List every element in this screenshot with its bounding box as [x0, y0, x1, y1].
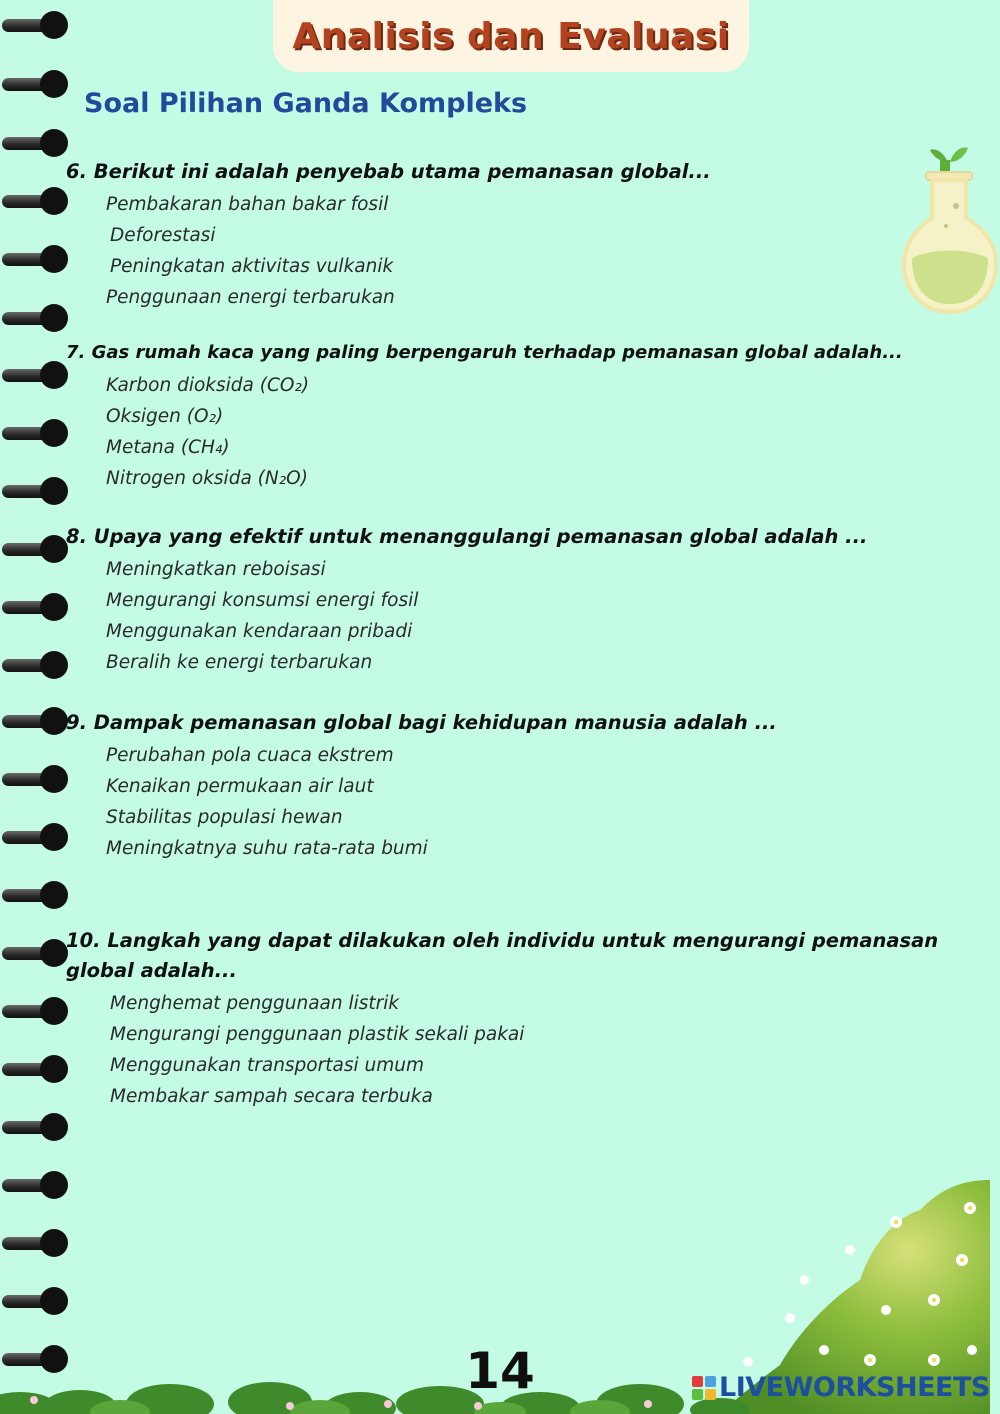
answer-option[interactable]: Menggunakan transportasi umum [110, 1055, 424, 1076]
binding-ring [2, 476, 66, 506]
binding-ring [2, 303, 66, 333]
answer-option[interactable]: Stabilitas populasi hewan [106, 807, 343, 828]
binding-ring [2, 69, 66, 99]
binding-ring [2, 764, 66, 794]
binding-ring [2, 244, 66, 274]
binding-ring [2, 10, 66, 40]
question-text: 9. Dampak pemanasan global bagi kehidupan manusia adalah ... [66, 711, 777, 734]
question-text: 8. Upaya yang efektif untuk menanggulangi pemanasan global adalah ... [66, 525, 868, 548]
question-10 [66, 926, 966, 1112]
answer-option[interactable]: Deforestasi [110, 225, 216, 246]
answer-option[interactable]: Menggunakan kendaraan pribadi [106, 621, 413, 642]
question-7 [66, 338, 966, 494]
binding-ring [2, 880, 66, 910]
spiral-binding [0, 0, 70, 1414]
binding-ring [2, 1228, 66, 1258]
binding-ring [2, 534, 66, 564]
option-list [66, 370, 966, 494]
answer-option[interactable]: Meningkatkan reboisasi [106, 559, 326, 580]
option-list [66, 740, 966, 864]
question-text: 7. Gas rumah kaca yang paling berpengaruh terhadap pemanasan global adalah... [66, 342, 903, 363]
answer-option[interactable]: Beralih ke energi terbarukan [106, 652, 373, 673]
binding-ring [2, 650, 66, 680]
brand-name: LIVEWORKSHEETS [719, 1372, 990, 1403]
binding-ring [2, 128, 66, 158]
answer-option[interactable]: Mengurangi penggunaan plastik sekali pakai [110, 1024, 525, 1045]
question-8 [66, 522, 966, 678]
brand-watermark[interactable] [692, 1372, 990, 1403]
answer-option[interactable]: Metana (CH₄) [106, 437, 230, 458]
answer-option[interactable]: Pembakaran bahan bakar fosil [106, 194, 389, 215]
answer-option[interactable]: Penggunaan energi terbarukan [106, 287, 395, 308]
question-9 [66, 708, 966, 864]
question-6 [66, 157, 966, 313]
binding-ring [2, 186, 66, 216]
question-text: 10. Langkah yang dapat dilakukan oleh individu untuk mengurangi pemanasan global adalah... [66, 929, 939, 982]
answer-option[interactable]: Kenaikan permukaan air laut [106, 776, 374, 797]
binding-ring [2, 418, 66, 448]
answer-option[interactable]: Karbon dioksida (CO₂) [106, 375, 310, 396]
binding-ring [2, 1054, 66, 1084]
answer-option[interactable]: Perubahan pola cuaca ekstrem [106, 745, 394, 766]
answer-option[interactable]: Nitrogen oksida (N₂O) [106, 468, 308, 489]
question-text: 6. Berikut ini adalah penyebab utama pemanasan global... [66, 160, 711, 183]
binding-ring [2, 996, 66, 1026]
option-list [66, 189, 966, 313]
option-list [66, 988, 966, 1112]
binding-ring [2, 1112, 66, 1142]
liveworksheets-logo-icon [692, 1376, 716, 1400]
binding-ring [2, 592, 66, 622]
binding-ring [2, 1170, 66, 1200]
answer-option[interactable]: Membakar sampah secara terbuka [110, 1086, 433, 1107]
section-subtitle: Soal Pilihan Ganda Kompleks [84, 88, 528, 119]
binding-ring [2, 706, 66, 736]
binding-ring [2, 822, 66, 852]
binding-ring [2, 1286, 66, 1316]
answer-option[interactable]: Peningkatan aktivitas vulkanik [110, 256, 394, 277]
page-title: Analisis dan Evaluasi [292, 15, 730, 57]
binding-ring [2, 360, 66, 390]
answer-option[interactable]: Oksigen (O₂) [106, 406, 224, 427]
answer-option[interactable]: Meningkatnya suhu rata-rata bumi [106, 838, 428, 859]
answer-option[interactable]: Mengurangi konsumsi energi fosil [106, 590, 419, 611]
option-list [66, 554, 966, 678]
answer-option[interactable]: Menghemat penggunaan listrik [110, 993, 400, 1014]
binding-ring [2, 938, 66, 968]
title-banner [273, 0, 749, 72]
page-number: 14 [465, 1342, 535, 1400]
